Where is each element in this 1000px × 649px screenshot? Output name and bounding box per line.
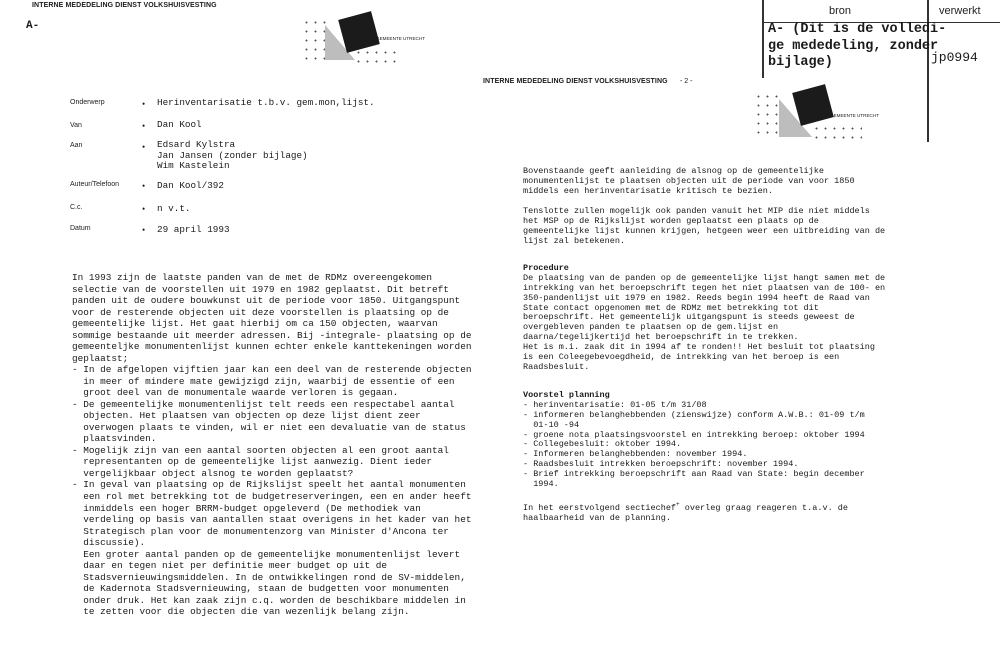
field-value-from: Dan Kool	[157, 119, 202, 130]
intro-paragraph: In 1993 zijn de laatste panden van de met de RDMz overeengekomen selectie van de voorstellen uit 1979 en 1982 geplaatst. Dit betreft panden uit de oudere bouwkunst uit de periode voor 1850. Uitgangspunt voor de resterende objecten uit deze voorstellen is plaatsing op de gemeentelijke lijst. Het gaat hierbij om ca 150 objecten, waarvan sommige bestaande uit meerder adressen. Bij -integrale- plaatsing op de gemeenteljke monumentenlijst kunnen echter enkele kanttekeningen worden geplaatst;	[72, 272, 472, 364]
source-value: A- (Dit is de volledi- ge mededeling, zonder bijlage)	[768, 22, 947, 70]
field-label-date: Datum	[70, 225, 91, 232]
closing-text-cont: overleg graag reageren t.a.v. de haalbaarheid van de planning.	[523, 502, 848, 523]
bullet: •	[142, 181, 146, 191]
field-value-date: 29 april 1993	[157, 224, 230, 235]
closing-paragraph	[523, 500, 848, 524]
processed-value: jp0994	[931, 50, 978, 65]
column-header-source: bron	[829, 5, 852, 17]
column-header-processed: verwerkt	[939, 5, 981, 17]
field-value-author: Dan Kool/392	[157, 180, 224, 191]
paragraph-rationale: Bovenstaande geeft aanleiding de alsnog op de gemeentelijke monumentenlijst te plaatsen objecten uit de periode van voor 1850 middels een herinventarisatie kritisch te bezien.	[523, 166, 855, 196]
page2-header: INTERNE MEDEDELING DIENST VOLKSHUISVESTING	[483, 78, 668, 85]
gemeente-utrecht-logo: GEMEENTE UTRECHT	[300, 10, 420, 65]
field-value-to: Edsard Kylstra Jan Jansen (zonder bijlage) Wim Kastelein	[157, 139, 308, 171]
field-label-subject: Onderwerp	[70, 99, 105, 106]
bullet: •	[142, 121, 146, 131]
memo-header: INTERNE MEDEDELING DIENST VOLKSHUISVESTING	[32, 2, 217, 9]
bullet: •	[142, 204, 146, 214]
page-number: - 2 -	[680, 78, 693, 85]
bullet: •	[142, 225, 146, 235]
planning-heading: Voorstel planning	[523, 390, 610, 400]
field-label-from: Van	[70, 122, 82, 129]
archive-mark: A-	[26, 20, 40, 32]
procedure-paragraph: De plaatsing van de panden op de gemeentelijke lijst hangt samen met de intrekking van het beroepschrift tegen het niet plaatsen van de 100- en 350-pandenlijst uit 1979 en 1982. Reeds begin 1994 heeft de Raad van State contact opgenomen met de RDMz met betrekking tot dit beroepschrift. Het gemeentelijk uitgangspunt is steeds geweest de overgebleven panden te plaatsen op de gem.lijst en daarna/tegelijkertijd het beroepschrift in te trekken. Het is m.i. zaak dit in 1994 af te ronden!! Het besluit tot plaatsing is een Coleegebevoegdheid, de intrekking van het beroep is een Raadsbesluit.	[523, 273, 886, 372]
field-label-to: Aan	[70, 142, 83, 149]
field-label-cc: C.c.	[70, 204, 83, 211]
field-value-subject: Herinventarisatie t.b.v. gem.mon,lijst.	[157, 97, 375, 108]
bullet: •	[142, 99, 146, 109]
field-label-author: Auteur/Telefoon	[70, 181, 120, 188]
table-divider	[762, 0, 764, 78]
closing-text: In het eerstvolgend sectiechef	[523, 502, 677, 513]
bullet: •	[142, 142, 146, 152]
paragraph-mip: Tenslotte zullen mogelijk ook panden vanuit het MIP die niet middels het MSP op de Rijkslijst worden geplaatst een plaats op de gemeentelijke lijst kunnen krijgen, hetgeen weer een uitbreiding van de lijst zal betekenen.	[523, 206, 886, 246]
gemeente-utrecht-logo-page2: GEMEENTE UTRECHT	[752, 82, 897, 142]
considerations-list: - In de afgelopen vijftien jaar kan een deel van de resterende objecten in meer of mindere mate gewijzigd zijn, waarbij de essentie of een groot deel van de monumentale waarde verloren is gegaan. - De gemeentelijke monumentenlijst telt reeds een respectabel aantal objecten. Het plaatsen van objecten op deze lijst dient zeer overwogen plaats te vinden, wil er niet een devaluatie van de status plaatsvinden. - Mogelijk zijn van een aantal soorten objecten al een groot aantal representanten op de gemeentelijke lijst aanwezig. Dient ieder vergelijkbaar object alsnog te worden geplaatst? - In geval van plaatsing op de Rijkslijst speelt het aantal monumenten een rol met betrekking tot de budgetreserveringen, een en ander heeft inmiddels een hoger BRRM-budget opgeleverd (De methodiek van verdeling op basis van aantallen staat overigens in het kader van het Strategisch plan voor de monumentenzorg van Minister d'Ancona ter discussie). Een groter aantal panden op de gemeentelijke monumentenlijst levert daar en tegen niet per definitie meer budget op uit de Stadsvernieuwingsmiddelen. In de ontwikkelingen rond de SV-middelen, de Kadernota Stadsvernieuwing, staan de budgetten voor monumenten onder druk. Het kan zaak zijn c.q. worden de beschikbare middelen in te zetten voor die objecten die van wezenlijk belang zijn.	[72, 364, 472, 618]
footnote-mark: +	[676, 501, 680, 508]
procedure-heading: Procedure	[523, 263, 569, 273]
planning-list: - herinventarisatie: 01-05 t/m 31/08 - informeren belanghebbenden (zienswijze) conform A.W.B.: 01-09 t/m 01-10 -94 - groene nota plaatsingsvoorstel en intrekking beroep: oktober 1994 - Collegebesluit: oktober 1994. - Informeren belanghebbenden: november 1994. - Raadsbesluit intrekken beroepschrift: november 1994. - Brief intrekking beroepschrift aan Raad van State: begin december 1994.	[523, 400, 865, 489]
field-value-cc: n v.t.	[157, 203, 191, 214]
